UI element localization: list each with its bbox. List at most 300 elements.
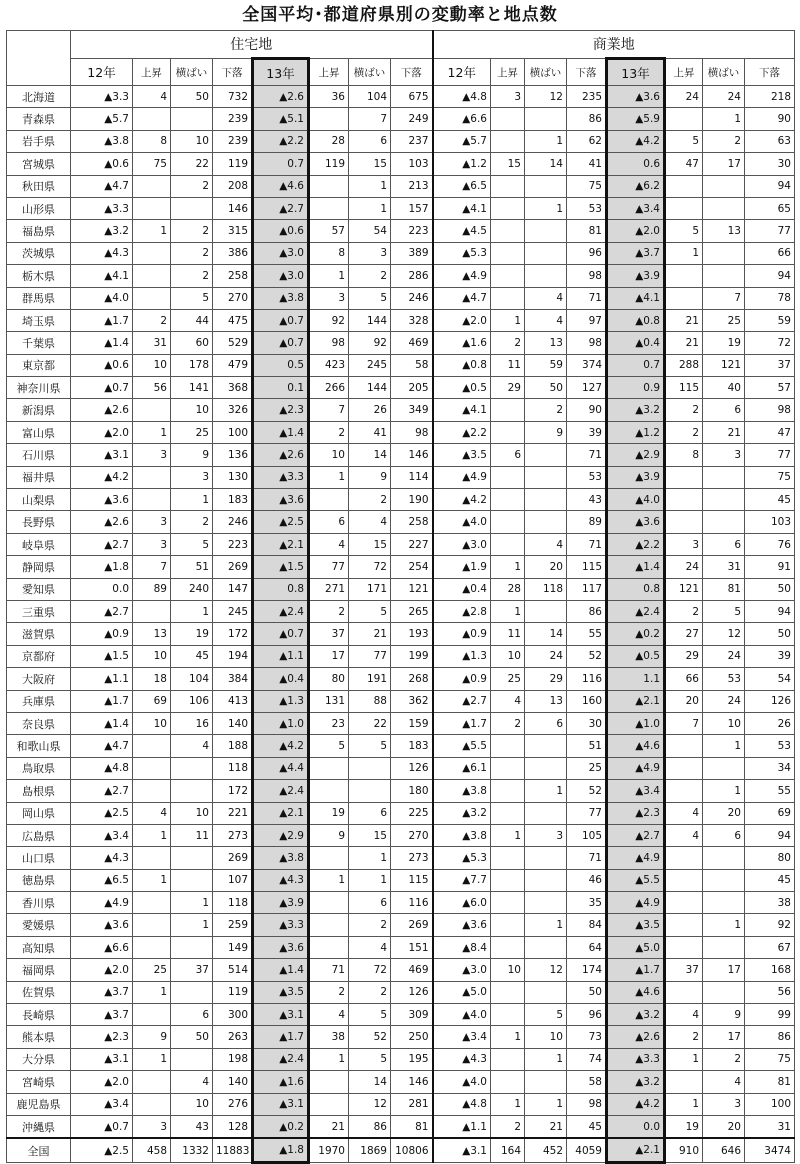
res-up12-cell <box>133 1093 171 1115</box>
com-flat13-cell: 3 <box>703 1093 745 1115</box>
res-13y-cell: ▲3.8 <box>253 847 309 869</box>
com-13y-cell: ▲2.9 <box>607 444 665 466</box>
res-up13-cell: 57 <box>309 220 349 242</box>
res-down12-cell: 386 <box>213 242 253 264</box>
res-flat12-cell: 4 <box>171 735 213 757</box>
res-up13-cell <box>309 489 349 511</box>
res-down13-cell: 190 <box>391 489 433 511</box>
com-flat12-cell: 1 <box>525 1048 567 1070</box>
res-flat12-cell: 2 <box>171 220 213 242</box>
res-down13-cell: 254 <box>391 556 433 578</box>
com-up13-cell <box>665 847 703 869</box>
res-13y-cell: ▲5.1 <box>253 108 309 130</box>
res-flat12-cell: 19 <box>171 623 213 645</box>
com-flat12-cell: 29 <box>525 668 567 690</box>
res-up13-cell: 266 <box>309 377 349 399</box>
com-13y-cell: ▲1.7 <box>607 959 665 981</box>
com-up12-cell: 4 <box>491 690 525 712</box>
com-12y-cell: ▲2.2 <box>433 421 491 443</box>
com-col-header-down13: 下落 <box>745 59 795 86</box>
com-up13-cell: 2 <box>665 600 703 622</box>
res-up12-cell <box>133 892 171 914</box>
com-down12-cell: 74 <box>567 1048 607 1070</box>
res-down13-cell: 268 <box>391 668 433 690</box>
com-up13-cell: 1 <box>665 1048 703 1070</box>
res-up12-cell: 1 <box>133 1048 171 1070</box>
com-flat13-cell: 24 <box>703 86 745 108</box>
table-row <box>7 1026 795 1048</box>
com-col-header-flat12: 横ばい <box>525 59 567 86</box>
res-12y-cell: ▲4.3 <box>71 847 133 869</box>
res-down13-cell: 126 <box>391 757 433 779</box>
res-flat13-cell: 77 <box>349 645 391 667</box>
com-down12-cell: 174 <box>567 959 607 981</box>
res-12y-cell: ▲2.7 <box>71 533 133 555</box>
com-13y-cell: ▲4.2 <box>607 130 665 152</box>
com-13y-cell: ▲1.4 <box>607 556 665 578</box>
com-down13-cell: 39 <box>745 645 795 667</box>
com-up12-cell: 1 <box>491 1026 525 1048</box>
com-flat13-cell: 21 <box>703 421 745 443</box>
res-down12-cell: 198 <box>213 1048 253 1070</box>
com-down13-cell: 57 <box>745 377 795 399</box>
res-up13-cell: 2 <box>309 600 349 622</box>
res-flat13-cell: 3 <box>349 242 391 264</box>
res-flat12-cell <box>171 1048 213 1070</box>
com-flat13-cell: 24 <box>703 690 745 712</box>
res-up13-cell: 4 <box>309 533 349 555</box>
prefecture-name: 岩手県 <box>7 130 71 152</box>
res-up12-cell: 4 <box>133 802 171 824</box>
res-down13-cell: 213 <box>391 175 433 197</box>
res-13y-cell: ▲3.1 <box>253 1093 309 1115</box>
prefecture-name: 福井県 <box>7 466 71 488</box>
com-flat12-cell <box>525 108 567 130</box>
com-flat12-cell: 118 <box>525 578 567 600</box>
com-flat12-cell <box>525 847 567 869</box>
com-12y-cell: ▲6.6 <box>433 108 491 130</box>
prefecture-name: 佐賀県 <box>7 981 71 1003</box>
com-down12-cell: 51 <box>567 735 607 757</box>
res-13y-cell: ▲3.0 <box>253 265 309 287</box>
prefecture-name: 愛知県 <box>7 578 71 600</box>
com-12y-cell: ▲3.4 <box>433 1026 491 1048</box>
com-up13-cell: 115 <box>665 377 703 399</box>
res-13y-cell: 0.8 <box>253 578 309 600</box>
com-down12-cell: 86 <box>567 600 607 622</box>
res-col-header-12y: 12年 <box>71 59 133 86</box>
res-flat12-cell <box>171 197 213 219</box>
com-flat13-cell: 7 <box>703 287 745 309</box>
res-up12-cell <box>133 847 171 869</box>
res-down13-cell: 469 <box>391 332 433 354</box>
res-up13-cell <box>309 175 349 197</box>
com-flat13-cell <box>703 981 745 1003</box>
com-13y-cell: ▲4.6 <box>607 981 665 1003</box>
res-12y-cell: ▲3.4 <box>71 824 133 846</box>
res-down12-cell: 270 <box>213 287 253 309</box>
res-down12-cell: 146 <box>213 197 253 219</box>
res-up12-cell: 4 <box>133 86 171 108</box>
res-up12-cell: 9 <box>133 1026 171 1048</box>
com-down12-cell: 84 <box>567 914 607 936</box>
res-down13-cell: 10806 <box>391 1138 433 1162</box>
com-flat13-cell <box>703 847 745 869</box>
res-12y-cell: ▲0.6 <box>71 354 133 376</box>
com-flat13-cell: 17 <box>703 1026 745 1048</box>
res-13y-cell: ▲2.4 <box>253 600 309 622</box>
com-flat13-cell: 81 <box>703 578 745 600</box>
res-down13-cell: 469 <box>391 959 433 981</box>
com-13y-cell: ▲2.3 <box>607 802 665 824</box>
com-up13-cell <box>665 981 703 1003</box>
land-price-table <box>6 30 795 1164</box>
res-down12-cell: 368 <box>213 377 253 399</box>
com-flat13-cell: 19 <box>703 332 745 354</box>
com-up13-cell <box>665 892 703 914</box>
res-down12-cell: 514 <box>213 959 253 981</box>
com-down12-cell: 52 <box>567 780 607 802</box>
res-down13-cell: 286 <box>391 265 433 287</box>
res-flat13-cell: 22 <box>349 712 391 734</box>
res-12y-cell: ▲1.7 <box>71 690 133 712</box>
com-flat12-cell: 13 <box>525 690 567 712</box>
res-flat13-cell: 144 <box>349 309 391 331</box>
com-flat12-cell: 9 <box>525 421 567 443</box>
res-up13-cell: 92 <box>309 309 349 331</box>
table-row <box>7 556 795 578</box>
com-12y-cell: ▲5.3 <box>433 242 491 264</box>
com-down13-cell: 92 <box>745 914 795 936</box>
com-down12-cell: 71 <box>567 287 607 309</box>
res-flat12-cell: 2 <box>171 175 213 197</box>
res-13y-cell: ▲3.6 <box>253 489 309 511</box>
com-up12-cell: 1 <box>491 556 525 578</box>
com-down13-cell: 69 <box>745 802 795 824</box>
com-down12-cell: 77 <box>567 802 607 824</box>
res-flat12-cell: 16 <box>171 712 213 734</box>
res-13y-cell: ▲3.1 <box>253 1004 309 1026</box>
com-down12-cell: 73 <box>567 1026 607 1048</box>
com-up12-cell <box>491 466 525 488</box>
res-up13-cell <box>309 914 349 936</box>
res-up13-cell: 7 <box>309 399 349 421</box>
prefecture-name: 北海道 <box>7 86 71 108</box>
res-up12-cell: 56 <box>133 377 171 399</box>
res-13y-cell: ▲1.8 <box>253 1138 309 1162</box>
com-up12-cell <box>491 265 525 287</box>
com-down13-cell: 55 <box>745 780 795 802</box>
com-up13-cell: 19 <box>665 1115 703 1138</box>
table-row <box>7 197 795 219</box>
res-13y-cell: ▲1.0 <box>253 712 309 734</box>
com-12y-cell: ▲0.9 <box>433 623 491 645</box>
prefecture-name: 長野県 <box>7 511 71 533</box>
com-up12-cell <box>491 847 525 869</box>
res-flat13-cell: 2 <box>349 981 391 1003</box>
res-down13-cell: 250 <box>391 1026 433 1048</box>
com-13y-cell: ▲0.5 <box>607 645 665 667</box>
res-down12-cell: 263 <box>213 1026 253 1048</box>
res-down13-cell: 328 <box>391 309 433 331</box>
com-down13-cell: 34 <box>745 757 795 779</box>
com-flat12-cell: 4 <box>525 309 567 331</box>
res-flat12-cell: 1 <box>171 489 213 511</box>
com-flat12-cell: 59 <box>525 354 567 376</box>
res-up12-cell <box>133 242 171 264</box>
res-down12-cell: 140 <box>213 1071 253 1093</box>
com-up13-cell: 29 <box>665 645 703 667</box>
res-13y-cell: ▲2.1 <box>253 533 309 555</box>
res-flat13-cell: 72 <box>349 959 391 981</box>
com-up12-cell: 1 <box>491 600 525 622</box>
res-13y-cell: ▲1.1 <box>253 645 309 667</box>
res-12y-cell: ▲3.4 <box>71 1093 133 1115</box>
com-up13-cell <box>665 197 703 219</box>
com-down12-cell: 97 <box>567 309 607 331</box>
com-12y-cell: ▲3.8 <box>433 780 491 802</box>
com-flat12-cell <box>525 981 567 1003</box>
com-up12-cell <box>491 421 525 443</box>
res-down12-cell: 128 <box>213 1115 253 1138</box>
res-13y-cell: 0.7 <box>253 153 309 175</box>
com-flat13-cell: 2 <box>703 130 745 152</box>
com-12y-cell: ▲1.6 <box>433 332 491 354</box>
com-13y-cell: ▲0.8 <box>607 309 665 331</box>
res-flat12-cell: 2 <box>171 242 213 264</box>
com-up13-cell: 24 <box>665 556 703 578</box>
table-row <box>7 1004 795 1026</box>
res-13y-cell: ▲1.4 <box>253 421 309 443</box>
res-12y-cell: ▲1.1 <box>71 668 133 690</box>
com-up13-cell <box>665 511 703 533</box>
com-up13-cell: 5 <box>665 130 703 152</box>
com-flat12-cell <box>525 489 567 511</box>
table-row <box>7 936 795 958</box>
res-13y-cell: ▲1.4 <box>253 959 309 981</box>
res-flat13-cell <box>349 757 391 779</box>
com-up13-cell: 910 <box>665 1138 703 1162</box>
com-flat13-cell: 53 <box>703 668 745 690</box>
res-down13-cell: 195 <box>391 1048 433 1070</box>
com-up13-cell: 4 <box>665 802 703 824</box>
res-up12-cell: 3 <box>133 511 171 533</box>
com-flat13-cell: 6 <box>703 824 745 846</box>
res-up12-cell <box>133 287 171 309</box>
table-row <box>7 332 795 354</box>
res-13y-cell: ▲0.4 <box>253 668 309 690</box>
prefecture-name: 兵庫県 <box>7 690 71 712</box>
res-flat12-cell: 2 <box>171 511 213 533</box>
com-flat13-cell: 4 <box>703 1071 745 1093</box>
res-down12-cell: 326 <box>213 399 253 421</box>
res-up13-cell: 1970 <box>309 1138 349 1162</box>
com-12y-cell: ▲3.5 <box>433 444 491 466</box>
prefecture-name: 滋賀県 <box>7 623 71 645</box>
com-down13-cell: 3474 <box>745 1138 795 1162</box>
com-12y-cell: ▲6.0 <box>433 892 491 914</box>
com-up12-cell <box>491 220 525 242</box>
res-down12-cell: 413 <box>213 690 253 712</box>
res-flat13-cell: 52 <box>349 1026 391 1048</box>
res-up12-cell <box>133 936 171 958</box>
res-13y-cell: ▲3.3 <box>253 466 309 488</box>
com-down13-cell: 37 <box>745 354 795 376</box>
res-12y-cell: ▲3.6 <box>71 914 133 936</box>
com-flat13-cell: 121 <box>703 354 745 376</box>
res-12y-cell: ▲4.0 <box>71 287 133 309</box>
res-flat12-cell: 9 <box>171 444 213 466</box>
res-13y-cell: ▲1.5 <box>253 556 309 578</box>
res-down12-cell: 194 <box>213 645 253 667</box>
com-down12-cell: 235 <box>567 86 607 108</box>
com-flat13-cell <box>703 936 745 958</box>
com-13y-cell: ▲1.2 <box>607 421 665 443</box>
res-up13-cell: 2 <box>309 421 349 443</box>
res-13y-cell: 0.5 <box>253 354 309 376</box>
com-down13-cell: 50 <box>745 578 795 600</box>
res-flat13-cell: 104 <box>349 86 391 108</box>
com-up13-cell: 4 <box>665 824 703 846</box>
com-down12-cell: 90 <box>567 399 607 421</box>
com-up13-cell: 2 <box>665 421 703 443</box>
res-13y-cell: ▲0.7 <box>253 332 309 354</box>
com-up12-cell: 10 <box>491 959 525 981</box>
com-13y-cell: ▲4.9 <box>607 757 665 779</box>
res-12y-cell: ▲2.0 <box>71 1071 133 1093</box>
com-flat12-cell <box>525 265 567 287</box>
res-13y-cell: ▲2.4 <box>253 1048 309 1070</box>
com-13y-cell: 1.1 <box>607 668 665 690</box>
com-down13-cell: 72 <box>745 332 795 354</box>
res-down12-cell: 276 <box>213 1093 253 1115</box>
com-up12-cell <box>491 936 525 958</box>
com-down12-cell: 71 <box>567 533 607 555</box>
com-down13-cell: 218 <box>745 86 795 108</box>
com-up12-cell <box>491 981 525 1003</box>
com-flat12-cell: 12 <box>525 959 567 981</box>
com-13y-cell: ▲2.2 <box>607 533 665 555</box>
res-12y-cell: ▲1.8 <box>71 556 133 578</box>
com-flat13-cell: 646 <box>703 1138 745 1162</box>
com-12y-cell: ▲3.0 <box>433 533 491 555</box>
res-down12-cell: 479 <box>213 354 253 376</box>
com-up13-cell: 27 <box>665 623 703 645</box>
res-flat12-cell: 240 <box>171 578 213 600</box>
com-flat12-cell <box>525 466 567 488</box>
res-down13-cell: 103 <box>391 153 433 175</box>
res-down12-cell: 147 <box>213 578 253 600</box>
com-13y-cell: ▲0.4 <box>607 332 665 354</box>
res-12y-cell: ▲4.1 <box>71 265 133 287</box>
res-flat13-cell: 5 <box>349 735 391 757</box>
com-up13-cell: 21 <box>665 332 703 354</box>
res-up12-cell <box>133 1071 171 1093</box>
res-13y-cell: ▲2.7 <box>253 197 309 219</box>
com-down13-cell: 81 <box>745 1071 795 1093</box>
res-12y-cell: ▲3.2 <box>71 220 133 242</box>
res-up12-cell: 1 <box>133 421 171 443</box>
res-12y-cell: ▲4.7 <box>71 175 133 197</box>
res-down12-cell: 246 <box>213 511 253 533</box>
com-up12-cell <box>491 735 525 757</box>
table-row <box>7 847 795 869</box>
res-flat12-cell: 22 <box>171 153 213 175</box>
res-down13-cell: 265 <box>391 600 433 622</box>
com-up13-cell <box>665 780 703 802</box>
com-up13-cell: 2 <box>665 399 703 421</box>
res-up13-cell: 10 <box>309 444 349 466</box>
res-up13-cell: 271 <box>309 578 349 600</box>
table-row <box>7 600 795 622</box>
prefecture-name: 岐阜県 <box>7 533 71 555</box>
com-up13-cell <box>665 489 703 511</box>
com-down13-cell: 103 <box>745 511 795 533</box>
res-13y-cell: ▲2.2 <box>253 130 309 152</box>
com-down13-cell: 168 <box>745 959 795 981</box>
com-flat12-cell <box>525 242 567 264</box>
res-down13-cell: 205 <box>391 377 433 399</box>
com-col-header-flat13: 横ばい <box>703 59 745 86</box>
com-down12-cell: 117 <box>567 578 607 600</box>
com-down13-cell: 80 <box>745 847 795 869</box>
res-12y-cell: ▲3.8 <box>71 130 133 152</box>
prefecture-name: 茨城県 <box>7 242 71 264</box>
res-flat12-cell <box>171 869 213 891</box>
com-flat12-cell: 5 <box>525 1004 567 1026</box>
res-12y-cell: ▲1.4 <box>71 712 133 734</box>
com-flat12-cell: 12 <box>525 86 567 108</box>
res-13y-cell: ▲4.4 <box>253 757 309 779</box>
com-down12-cell: 39 <box>567 421 607 443</box>
com-flat13-cell <box>703 511 745 533</box>
com-up13-cell: 2 <box>665 1026 703 1048</box>
com-up12-cell <box>491 914 525 936</box>
com-12y-cell: ▲4.8 <box>433 1093 491 1115</box>
com-col-header-up12: 上昇 <box>491 59 525 86</box>
res-up13-cell: 4 <box>309 1004 349 1026</box>
com-flat13-cell <box>703 892 745 914</box>
res-up13-cell: 8 <box>309 242 349 264</box>
com-down13-cell: 38 <box>745 892 795 914</box>
res-flat13-cell: 1 <box>349 869 391 891</box>
res-12y-cell: ▲3.3 <box>71 197 133 219</box>
com-flat12-cell <box>525 735 567 757</box>
res-flat12-cell: 1 <box>171 600 213 622</box>
com-13y-cell: ▲3.4 <box>607 197 665 219</box>
res-12y-cell: ▲2.0 <box>71 959 133 981</box>
res-up13-cell: 1 <box>309 1048 349 1070</box>
res-13y-cell: 0.1 <box>253 377 309 399</box>
res-flat12-cell: 43 <box>171 1115 213 1138</box>
res-flat13-cell: 5 <box>349 1048 391 1070</box>
page-title: 全国平均･都道府県別の変動率と地点数 <box>242 5 558 25</box>
res-down12-cell: 269 <box>213 847 253 869</box>
res-flat13-cell: 5 <box>349 600 391 622</box>
res-flat13-cell: 1 <box>349 175 391 197</box>
com-up13-cell: 1 <box>665 242 703 264</box>
res-flat13-cell: 171 <box>349 578 391 600</box>
res-down13-cell: 81 <box>391 1115 433 1138</box>
com-13y-cell: 0.9 <box>607 377 665 399</box>
prefecture-name: 広島県 <box>7 824 71 846</box>
res-down13-cell: 157 <box>391 197 433 219</box>
res-flat13-cell: 6 <box>349 802 391 824</box>
res-flat13-cell: 1 <box>349 197 391 219</box>
res-flat12-cell: 1 <box>171 892 213 914</box>
res-flat13-cell: 4 <box>349 511 391 533</box>
res-up13-cell <box>309 847 349 869</box>
